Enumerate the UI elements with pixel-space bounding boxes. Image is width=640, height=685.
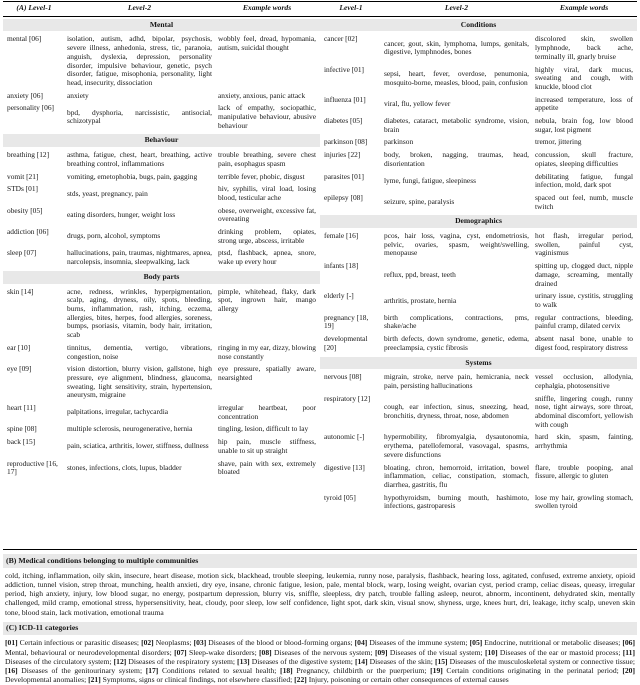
level2-cell: birth complications, contractions, pms, shake/ache <box>384 312 529 331</box>
column-header: Level-2 <box>127 3 152 12</box>
level1-cell: anxiety [06] <box>7 90 43 100</box>
table-row <box>320 33 637 63</box>
examples-cell: irregular heartbeat, poor concentration <box>218 403 316 421</box>
examples-cell: spaced out feel, numb, muscle twitch <box>535 192 633 211</box>
examples-cell: increased temperature, loss of appetite <box>535 94 633 113</box>
level1-cell: obesity [05] <box>7 205 43 215</box>
level1-cell: mental [06] <box>7 34 42 44</box>
level1-cell: addiction [06] <box>7 227 49 237</box>
level1-cell: digestive [13] <box>324 462 365 472</box>
examples-cell: urinary issue, cystitis, struggling to walk <box>535 291 633 309</box>
level1-cell: eye [09] <box>7 364 32 374</box>
table-row <box>3 102 320 132</box>
examples-cell: trouble breathing, severe chest pain, esophagus spasm <box>218 150 316 168</box>
table-header-row <box>3 2 637 17</box>
level1-cell: reproductive [16, 17] <box>7 458 58 477</box>
examples-cell: spitting up, clogged duct, nipple damage, screaming, mentally drained <box>535 261 633 288</box>
level1-cell: nervous [08] <box>324 372 362 382</box>
section-b <box>3 554 637 618</box>
level1-cell: cancer [02] <box>324 34 358 44</box>
examples-cell: lack of empathy, sociopathic, manipulative behaviour, abusive behaviour <box>218 103 316 130</box>
section-c-text: [01] Certain infectious or parasitic diseases; [02] Neoplasms; [03] Diseases of the blood or blood-forming organs; [04] Diseases of the immune system; [05] Endocrine, nutritional or metabolic diseases; [06] Mental, behavioural or neurodevelopmental disorders; [07] Sleep-wake disorders; [08] Diseases of the nervous system; [09] Diseases of the visual system; [10] Diseases of the ear or mastoid process; [11] Diseases of the circulatory system; [12] Diseases of the respiratory system; [13] Diseases of the digestive system; [14] Diseases of the skin; [15] Diseases of the musculoskeletal system or connective tissue; [16] Diseases of the genitourinary system; [17] Conditions related to sexual health; [18] Pregnancy, childbirth or the puerperium; [19] Certain conditions originating in the perinatal period; [20] Developmental anomalies; [21] Symptoms, signs or clinical findings, not elsewhere classified; [22] Injury, poisoning or certain other consequences of external causes <box>5 638 636 685</box>
level2-cell: sepsi, heart, fever, overdose, penumonia, mosquito-borne, measles, blood, pain, confusion <box>384 68 529 87</box>
level2-cell: asthma, fatigue, chest, heart, breathing, active breathing control, inflammations <box>67 150 212 168</box>
level1-cell: STDs [01] <box>7 184 38 194</box>
level2-cell: viral, flu, yellow fever <box>384 98 451 108</box>
level1-cell: influenza [01] <box>324 94 366 104</box>
right-table-body <box>320 17 637 513</box>
level2-cell: bloating, chron, hemorroid, irritation, bowel inflammation, celiac, constipation, stomach, diarrhea, gastritis, flu <box>384 462 529 489</box>
examples-cell: flare, trouble pooping, anal fissure, allergic to gluten <box>535 462 633 481</box>
level1-cell: parasites [01] <box>324 171 365 181</box>
table-body <box>3 17 637 513</box>
level2-cell: anxiety <box>67 90 89 100</box>
examples-cell: pimple, whitehead, flaky, dark spot, ingrown hair, mango allergy <box>218 286 316 313</box>
table-row <box>3 458 320 479</box>
table-row <box>320 393 637 432</box>
level2-cell: hypermobility, fibromyalgia, dysautonomia, erythema, patellofemoral, vasovagal, spasms, severe disfunctions <box>384 432 529 459</box>
table-row <box>320 136 637 149</box>
examples-cell: shave, pain with sex, extremely bloated <box>218 458 316 477</box>
column-header: Level-1 <box>339 3 363 12</box>
level2-cell: hallucinations, pain, traumas, nightmares, apnea, narcolepsis, insomnia, sleepwalking, lack <box>67 248 212 267</box>
table-row <box>3 436 320 457</box>
examples-cell: vessel occlusion, allodynia, cephalgia, photosensitive <box>535 372 633 390</box>
examples-cell: hiv, syphilis, viral load, losing blood, testicular ache <box>218 184 316 202</box>
table-row <box>3 183 320 204</box>
level1-cell: respiratory [12] <box>324 393 371 403</box>
table-row <box>3 33 320 89</box>
table-row <box>320 492 637 513</box>
examples-cell: regular contractions, bleeding, painful cramp, dilated cervix <box>535 312 633 331</box>
level2-cell: lyme, fungi, fatigue, sleepiness <box>384 175 476 185</box>
level2-cell: vomiting, emetophobia, bugs, pain, gagging <box>67 171 198 181</box>
level1-cell: skin [14] <box>7 286 34 296</box>
level2-cell: stones, infections, clots, lupus, bladder <box>67 462 182 472</box>
examples-cell: hot flash, irregular period, swollen, painful cyst, vaginismus <box>535 231 633 258</box>
examples-cell: absent nasal bone, unable to digest food, respiratory distress <box>535 334 633 352</box>
level2-cell: stds, yeast, pregnancy, pain <box>67 188 148 198</box>
level1-cell: ear [10] <box>7 342 31 352</box>
level1-cell: personality [06] <box>7 103 54 113</box>
level2-cell: eating disorders, hunger, weight loss <box>67 210 176 219</box>
table-row <box>3 286 320 342</box>
examples-cell: terrible fever, phobic, disgust <box>218 171 305 181</box>
level2-cell: tinnitus, dementia, vertigo, vibrations, congestion, noise <box>67 342 212 361</box>
level1-cell: developmental [20] <box>324 334 368 352</box>
examples-cell: tremor, jittering <box>535 137 582 147</box>
section-band: Demographics <box>320 215 637 228</box>
table-row <box>3 402 320 423</box>
level2-cell: cancer, gout, skin, lymphoma, lumps, genitals, digestive, lymphnodes, bones <box>384 38 529 57</box>
examples-cell: sniffle, lingering cough, runny nose, tight airways, sore throat, abdominal discomfort, yellowish with cough <box>535 393 633 429</box>
table-row <box>320 171 637 192</box>
level2-cell: diabetes, cataract, metabolic syndrome, vision, brain <box>384 116 529 134</box>
level2-cell: multiple sclerosis, neurogenerative, hernia <box>67 424 193 434</box>
table-row <box>3 171 320 184</box>
left-table-header <box>3 4 320 13</box>
table-row <box>320 260 637 290</box>
examples-cell: obese, overweight, excessive fat, overeating <box>218 205 316 224</box>
section-band: Body parts <box>3 271 320 284</box>
level2-cell: body, broken, nagging, traumas, head, disorientation <box>384 150 529 168</box>
level2-cell: parkinson <box>384 137 414 147</box>
level1-cell: autonomic [-] <box>324 432 365 442</box>
table-row <box>320 462 637 492</box>
examples-cell: ptsd, flashback, apnea, snore, wake up every hour <box>218 248 316 267</box>
level2-cell: isolation, autism, adhd, bipolar, psychosis, severe illness, anhedonia, stress, tic, paranoia, anguish, dyslexia, depression, personality disorder, impulsive behaviour, genetic, psych disorder, fatigue, misophonia, personality, light head, insecurity, dissociation <box>67 34 212 87</box>
section-c-title: (C) ICD-11 categories <box>3 622 637 636</box>
examples-cell: anxiety, anxious, panic attack <box>218 90 306 100</box>
level2-cell: reflux, ppd, breast, teeth <box>384 269 456 279</box>
table-row <box>320 431 637 461</box>
level1-cell: epilepsy [08] <box>324 192 363 202</box>
examples-cell: drinking problem, opiates, strong urge, abscess, irritable <box>218 227 316 245</box>
level1-cell: heart [11] <box>7 403 36 413</box>
table-row <box>3 247 320 268</box>
section-band: Systems <box>320 357 637 370</box>
examples-cell: hard skin, spasm, fainting, arrhythmia <box>535 432 633 451</box>
examples-cell: hip pain, muscle stiffness, unable to sit up straight <box>218 437 316 455</box>
level2-cell: drugs, porn, alcohol, symptoms <box>67 231 161 241</box>
level1-cell: infective [01] <box>324 64 365 74</box>
table-row <box>3 205 320 226</box>
table-row <box>3 363 320 402</box>
level1-cell: spine [08] <box>7 424 37 434</box>
section-band: Mental <box>3 19 320 32</box>
medical-communities-table <box>3 1 637 550</box>
level2-cell: arthritis, prostate, hernia <box>384 295 457 305</box>
section-band: Conditions <box>320 19 637 32</box>
examples-cell: wobbly feel, dread, hypomania, autism, suicidal thought <box>218 34 316 53</box>
examples-cell: highly viral, dark mucus, sweating and cough, with knuckle, blood clot <box>535 64 633 91</box>
level2-cell: migrain, stroke, nerve pain, hemicrania, neck pain, persisting hallucinations <box>384 372 529 390</box>
level1-cell: injuries [22] <box>324 150 361 160</box>
examples-cell: debilitating fatigue, fungal infection, mold, dark spot <box>535 171 633 190</box>
level1-cell: diabetes [05] <box>324 116 363 126</box>
level2-cell: seizure, spine, paralysis <box>384 197 455 207</box>
level2-cell: acne, redness, wrinkles, hyperpigmentation, scalp, aging, dryness, oily, spots, bleeding, burns, inflammation, rash, itching, eczema, allergies, bites, herpes, food allergies, soreness, bumps, psoriasis, vitamin, body hair, irritation, scab <box>67 286 212 340</box>
table-row <box>3 423 320 436</box>
examples-cell: ringing in my ear, dizzy, blowing nose constantly <box>218 342 316 361</box>
table-row <box>320 312 637 333</box>
level2-cell: vision distortion, blurry vision, gallstone, high pressure, eye alignment, blindness, glaucoma, sweating, light sensitivity, strain, hypertension, aneurysm, migraine <box>67 364 212 400</box>
right-table-header <box>320 4 637 13</box>
table-row <box>3 226 320 247</box>
level2-cell: pain, sciatica, arthritis, lower, stiffness, dullness <box>67 441 209 451</box>
level2-cell: cough, ear infection, sinus, sneezing, head, bronchitis, dryness, throat, nose, abdomen <box>384 402 529 421</box>
column-header: Example words <box>559 3 609 12</box>
column-header: Example words <box>242 3 292 12</box>
level2-cell: hypothyroidsm, burning mouth, hashimoto, infections, gastroparesis <box>384 492 529 511</box>
table-row <box>320 192 637 213</box>
level1-cell: breathing [12] <box>7 150 50 160</box>
level2-cell: palpitations, irregular, tachycardia <box>67 407 169 417</box>
level2-cell: pcos, hair loss, vagina, cyst, endometriosis, pelvic, ovaries, spasm, weight/swelling, menopause <box>384 231 529 258</box>
table-row <box>3 149 320 170</box>
table-row <box>320 64 637 94</box>
table-row <box>320 230 637 260</box>
table-row <box>3 342 320 363</box>
left-table-body <box>3 17 320 479</box>
table-row <box>3 90 320 103</box>
column-header: (A) Level-1 <box>16 3 52 12</box>
level1-cell: female [16] <box>324 231 359 241</box>
level1-cell: infants [18] <box>324 261 359 271</box>
level1-cell: parkinson [08] <box>324 137 368 147</box>
examples-cell: concussion, skull fracture, opiates, sleeping difficulties <box>535 150 633 168</box>
level2-cell: birth defects, down syndrome, genetic, edema, preeclampsia, cystic fibrosis <box>384 334 529 352</box>
level2-cell: bpd, dysphoria, narcissistic, antisocial, schizotypal <box>67 107 212 126</box>
level1-cell: sleep [07] <box>7 248 37 258</box>
section-band: Behaviour <box>3 134 320 147</box>
level1-cell: tyroid [05] <box>324 492 356 502</box>
table-row <box>320 333 637 354</box>
table-row <box>320 149 637 170</box>
level1-cell: vomit [21] <box>7 171 39 181</box>
examples-cell: tingling, lesion, difficult to lay <box>218 424 309 434</box>
examples-cell: discolored skin, swollen lymphnode, back ache, terminally ill, gnarly bruise <box>535 34 633 61</box>
column-header: Level-2 <box>444 3 469 12</box>
examples-cell: nebula, brain fog, low blood sugar, lost pigment <box>535 116 633 134</box>
section-b-text: cold, itching, inflammation, oily skin, insecure, heart disease, motion sick, blackhead, trouble sleeping, leukemia, runny nose, paralysis, flashback, hearing loss, agitated, confused, extreme anxiety, opioid addiction, tunnel vision, strep throat, munching, health anxieti, dry eye, insane, chronic fatigue, lesion, pale, mental block, warp, losing weight, ovarian cyst, period cramp, celiac diseas, queasy, irregular period, high anxiety, injury, low blood sugar, no energy, postpartum depression, blurry vis, sniffle, sleepless, dry patch, trouble falling asleep, neurot, abnorm, incontinent, dehydrated skin, mentally challenged, mild cramp, emotional stress, hypersensitivity, heat, cloudy, poor sleep, low self confidence, light spot, dark skin, visual snow, shyness, urge, knees hurt, dri, leakage, itchy scalp, uneven skin tone, blood stain, lack motivation, emotional trauma <box>5 570 635 617</box>
examples-cell: lose my hair, growling stomach, swollen tyroid <box>535 492 633 511</box>
level1-cell: back [15] <box>7 437 36 447</box>
section-b-title: (B) Medical conditions belonging to multiple communities <box>3 554 637 568</box>
level1-cell: pregnancy [18, 19] <box>324 312 369 331</box>
level1-cell: elderly [-] <box>324 291 354 301</box>
table-row <box>320 115 637 136</box>
table-row <box>320 290 637 311</box>
table-row <box>320 94 637 115</box>
table-row <box>320 371 637 392</box>
examples-cell: eye pressure, spatially aware, nearsighted <box>218 364 316 382</box>
